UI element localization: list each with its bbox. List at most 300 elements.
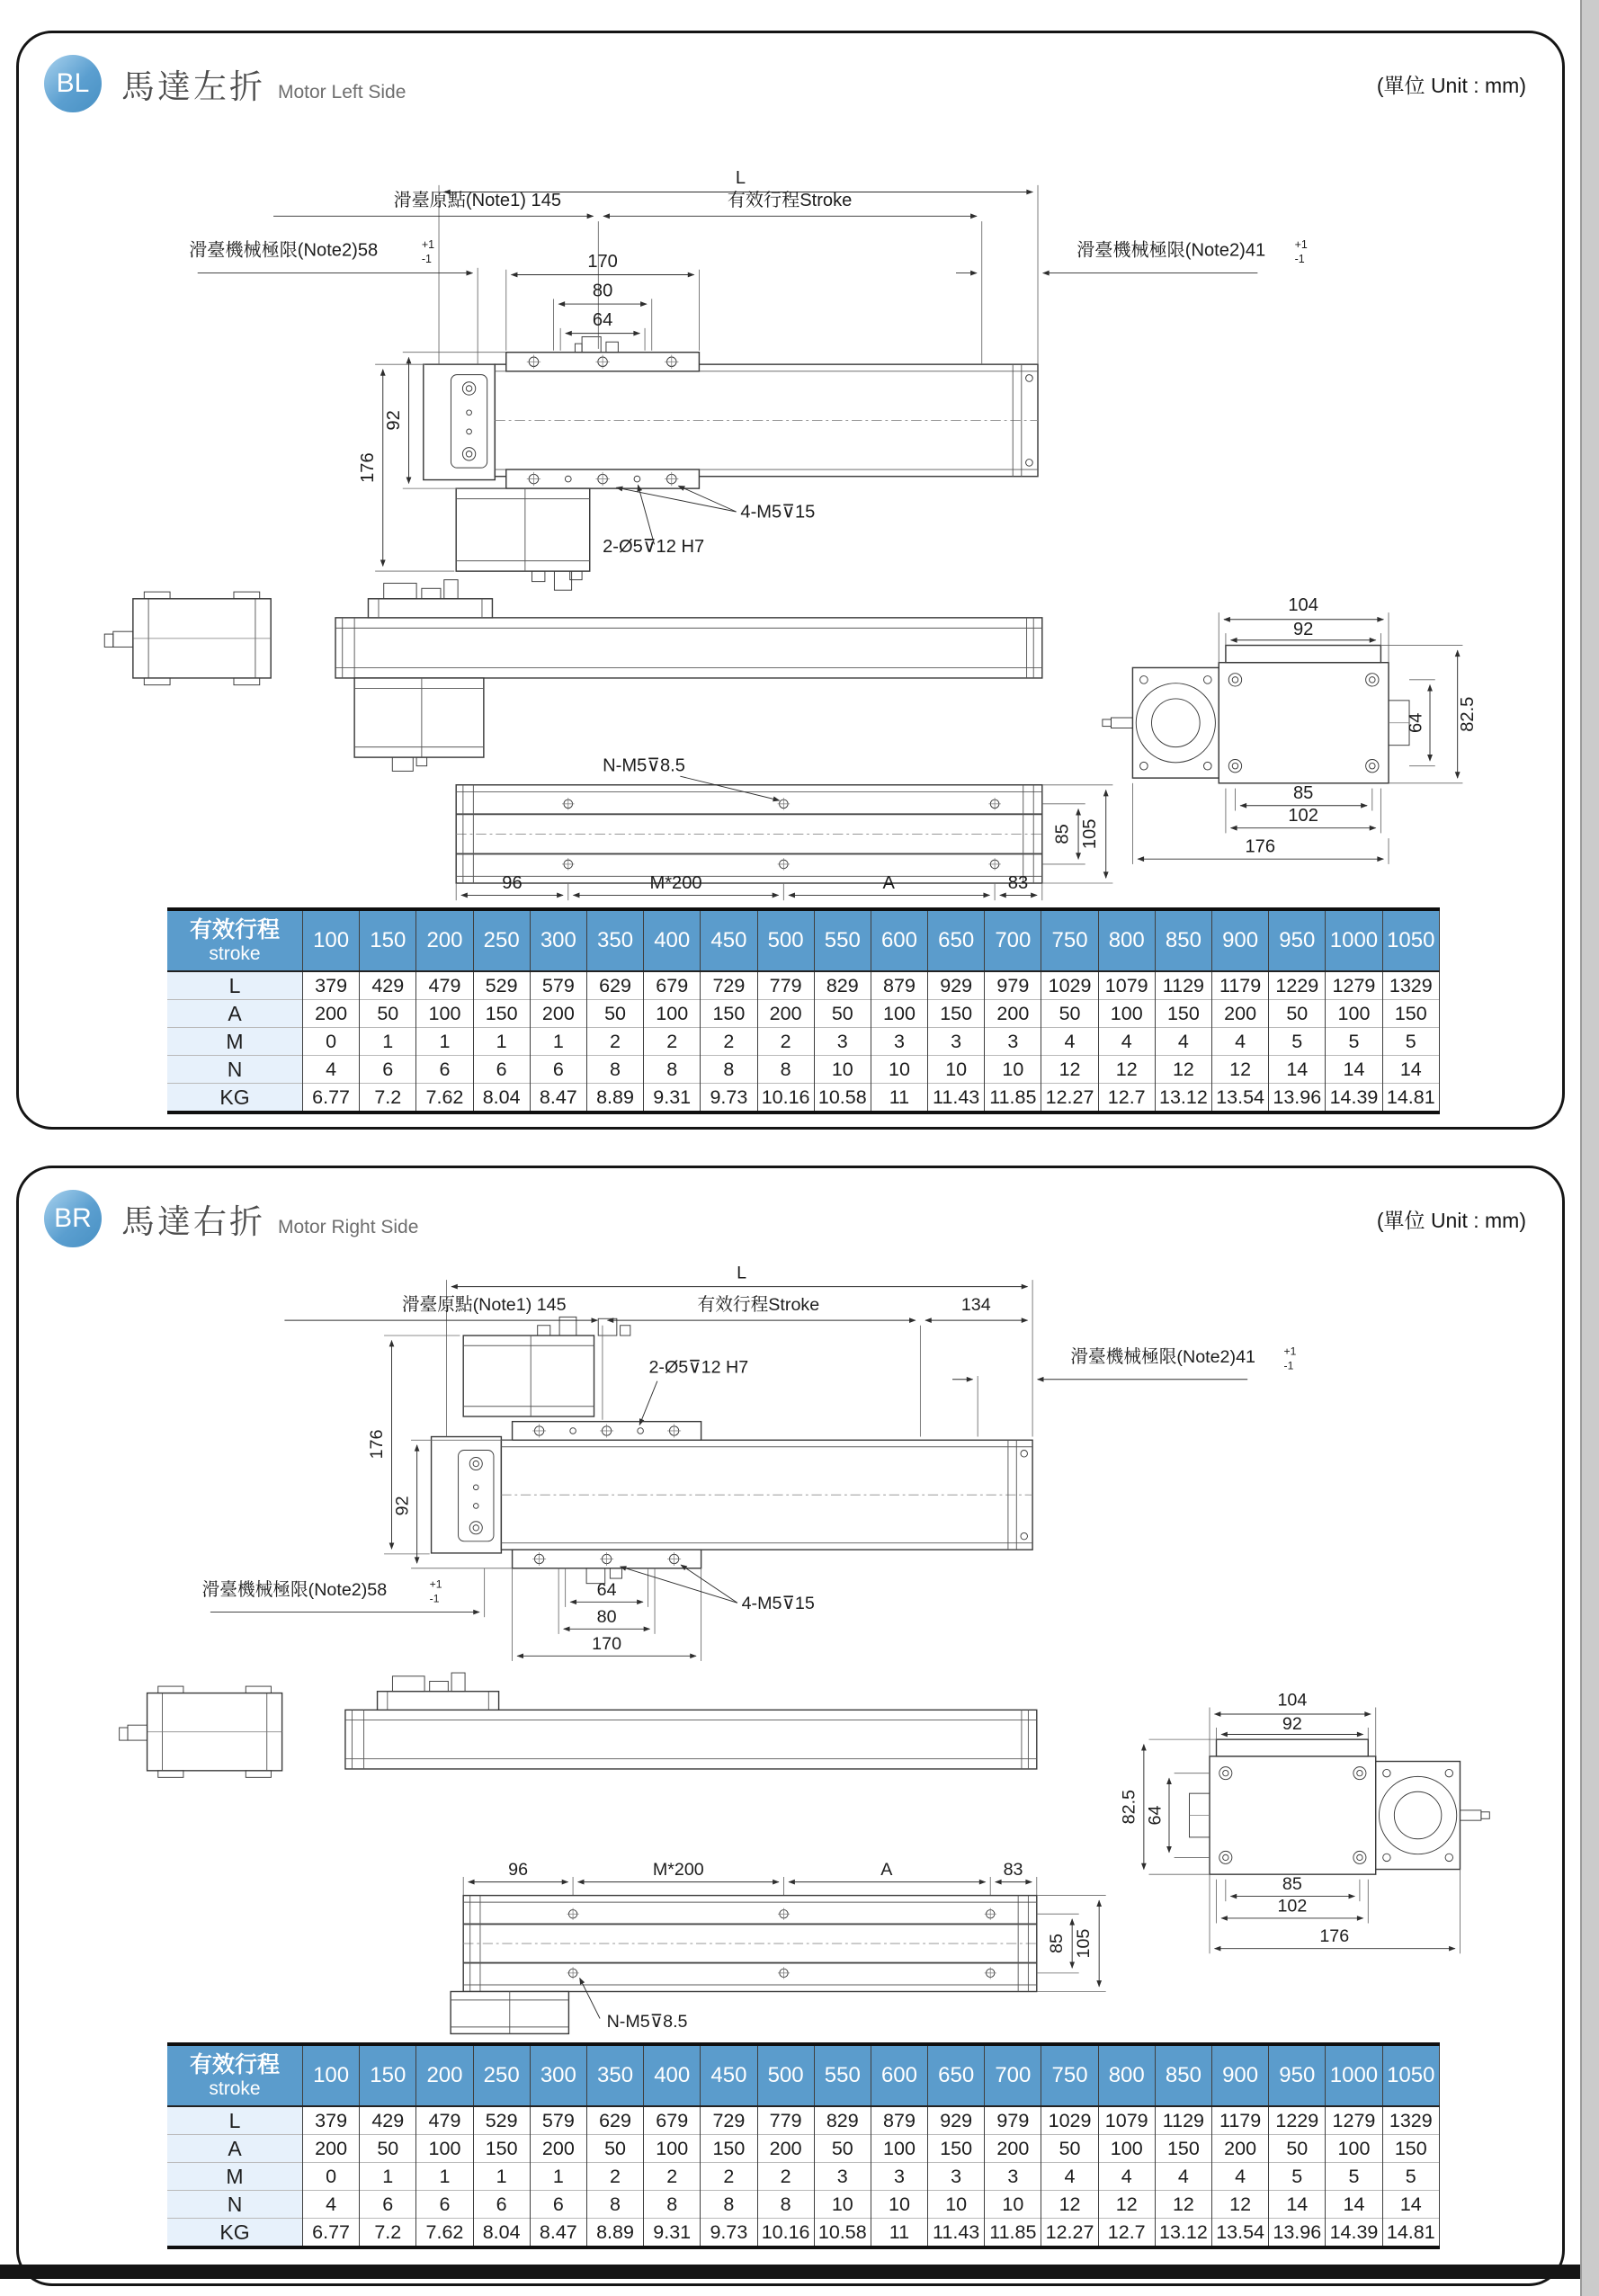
row-label: A xyxy=(167,1000,303,1028)
dim-64: 64 xyxy=(1145,1805,1166,1826)
table-cell: 1279 xyxy=(1326,2106,1382,2135)
table-cell: 0 xyxy=(303,1028,360,1056)
label-limit-58: 滑臺機械極限(Note2)58 xyxy=(201,1579,388,1600)
table-cell: 50 xyxy=(1041,1000,1098,1028)
table-cell: 3 xyxy=(985,1028,1041,1056)
stroke-col-header: 300 xyxy=(530,909,586,971)
table-cell: 1279 xyxy=(1326,971,1382,1000)
callout-4m5: 4-M5⊽15 xyxy=(740,502,816,523)
table-cell: 14 xyxy=(1382,1056,1439,1084)
table-cell: 3 xyxy=(871,2163,927,2191)
bl-side-view xyxy=(104,580,1042,772)
table-cell: 1029 xyxy=(1041,971,1098,1000)
table-cell: 2 xyxy=(701,2163,757,2191)
table-cell: 12 xyxy=(1098,1056,1155,1084)
table-cell: 10.16 xyxy=(757,2219,814,2248)
stroke-col-header: 150 xyxy=(360,2044,416,2106)
table-cell: 5 xyxy=(1382,2163,1439,2191)
table-cell: 1 xyxy=(530,2163,586,2191)
table-header-row xyxy=(167,909,1440,971)
dim-64: 64 xyxy=(596,1579,617,1600)
page-edge-right xyxy=(1580,0,1599,2296)
table-cell: 2 xyxy=(757,2163,814,2191)
table-cell: 479 xyxy=(416,971,473,1000)
table-cell: 12.7 xyxy=(1098,2219,1155,2248)
table-cell: 10 xyxy=(814,1056,871,1084)
dim-82-5: 82.5 xyxy=(1119,1789,1139,1825)
table-cell: 8.89 xyxy=(586,2219,643,2248)
table-row xyxy=(167,2219,1440,2248)
stroke-col-header: 850 xyxy=(1155,2044,1211,2106)
stroke-col-header: 650 xyxy=(928,909,985,971)
dim-85: 85 xyxy=(1292,783,1314,804)
stroke-header-zh: 有效行程 xyxy=(189,2052,280,2077)
table-cell: 929 xyxy=(928,971,985,1000)
badge-bl: BL xyxy=(44,55,102,112)
stroke-col-header: 250 xyxy=(473,2044,530,2106)
table-cell: 12.7 xyxy=(1098,1084,1155,1113)
table-cell: 200 xyxy=(530,2135,586,2163)
table-cell: 4 xyxy=(1041,1028,1098,1056)
table-cell: 5 xyxy=(1326,1028,1382,1056)
dim-83: 83 xyxy=(1007,872,1029,893)
table-cell: 50 xyxy=(586,1000,643,1028)
table-cell: 1179 xyxy=(1212,2106,1269,2135)
table-cell: 100 xyxy=(416,2135,473,2163)
stroke-col-header: 500 xyxy=(757,909,814,971)
table-cell: 4 xyxy=(1098,1028,1155,1056)
table-cell: 929 xyxy=(928,2106,985,2135)
callout-nm5: N-M5⊽8.5 xyxy=(603,755,685,776)
table-cell: 12 xyxy=(1041,1056,1098,1084)
table-cell: 14.81 xyxy=(1382,1084,1439,1113)
table-cell: 50 xyxy=(814,1000,871,1028)
table-cell: 1 xyxy=(473,2163,530,2191)
stroke-col-header: 1000 xyxy=(1326,2044,1382,2106)
stroke-col-header: 400 xyxy=(644,909,701,971)
badge-br: BR xyxy=(44,1190,102,1247)
table-cell: 12 xyxy=(1212,2191,1269,2219)
table-row xyxy=(167,1000,1440,1028)
table-cell: 10 xyxy=(985,1056,1041,1084)
tol-minus: -1 xyxy=(1283,1359,1294,1372)
row-label: M xyxy=(167,1028,303,1056)
dim-104: 104 xyxy=(1277,1690,1308,1711)
table-cell: 4 xyxy=(1041,2163,1098,2191)
table-cell: 2 xyxy=(644,1028,701,1056)
table-cell: 1079 xyxy=(1098,971,1155,1000)
table-cell: 10.58 xyxy=(814,1084,871,1113)
stroke-col-header: 650 xyxy=(928,2044,985,2106)
br-end-view xyxy=(1120,1691,1490,1954)
table-cell: 6 xyxy=(416,2191,473,2219)
table-row xyxy=(167,2191,1440,2219)
table-cell: 8 xyxy=(586,2191,643,2219)
dim-A: A xyxy=(882,872,895,893)
table-cell: 829 xyxy=(814,2106,871,2135)
table-cell: 379 xyxy=(303,971,360,1000)
table-cell: 10 xyxy=(814,2191,871,2219)
stroke-col-header: 950 xyxy=(1269,909,1326,971)
tol-minus: -1 xyxy=(1294,253,1305,266)
table-cell: 11.43 xyxy=(928,2219,985,2248)
table-cell: 4 xyxy=(1212,1028,1269,1056)
table-cell: 6.77 xyxy=(303,2219,360,2248)
table-cell: 13.54 xyxy=(1212,2219,1269,2248)
dim-105: 105 xyxy=(1080,818,1101,850)
label-origin-145: 滑臺原點(Note1) 145 xyxy=(401,1294,567,1315)
table-cell: 11.85 xyxy=(985,1084,1041,1113)
table-cell: 13.12 xyxy=(1155,2219,1211,2248)
table-cell: 10 xyxy=(871,2191,927,2219)
stroke-col-header: 700 xyxy=(985,909,1041,971)
table-cell: 8 xyxy=(644,2191,701,2219)
table-cell: 3 xyxy=(814,2163,871,2191)
dim-92: 92 xyxy=(1282,1713,1302,1734)
dim-92: 92 xyxy=(392,1496,413,1516)
table-cell: 11.85 xyxy=(985,2219,1041,2248)
stroke-col-header: 300 xyxy=(530,2044,586,2106)
table-cell: 50 xyxy=(1269,1000,1326,1028)
table-cell: 150 xyxy=(1155,2135,1211,2163)
table-cell: 12.27 xyxy=(1041,2219,1098,2248)
table-cell: 12 xyxy=(1098,2191,1155,2219)
table-cell: 1079 xyxy=(1098,2106,1155,2135)
stroke-col-header: 900 xyxy=(1212,909,1269,971)
table-cell: 10 xyxy=(928,1056,985,1084)
table-cell: 8 xyxy=(701,1056,757,1084)
table-cell: 7.62 xyxy=(416,2219,473,2248)
table-cell: 1179 xyxy=(1212,971,1269,1000)
label-origin-145: 滑臺原點(Note1) 145 xyxy=(393,190,562,210)
table-cell: 9.31 xyxy=(644,1084,701,1113)
table-cell: 5 xyxy=(1382,1028,1439,1056)
table-row xyxy=(167,1084,1440,1113)
table-cell: 1 xyxy=(416,1028,473,1056)
table-cell: 0 xyxy=(303,2163,360,2191)
stroke-header-cell xyxy=(167,909,303,971)
dim-105: 105 xyxy=(1073,1928,1094,1959)
table-cell: 1329 xyxy=(1382,971,1439,1000)
table-cell: 50 xyxy=(1041,2135,1098,2163)
table-cell: 1229 xyxy=(1269,971,1326,1000)
table-cell: 50 xyxy=(1269,2135,1326,2163)
section-motor-left xyxy=(16,31,1565,1130)
table-cell: 14 xyxy=(1382,2191,1439,2219)
stroke-header-en: stroke xyxy=(209,2078,261,2099)
table-cell: 3 xyxy=(814,1028,871,1056)
table-cell: 779 xyxy=(757,2106,814,2135)
table-cell: 579 xyxy=(530,2106,586,2135)
table-cell: 1 xyxy=(360,1028,416,1056)
stroke-col-header: 400 xyxy=(644,2044,701,2106)
table-cell: 629 xyxy=(586,2106,643,2135)
dim-96: 96 xyxy=(508,1860,529,1881)
table-cell: 200 xyxy=(757,2135,814,2163)
label-limit-58: 滑臺機械極限(Note2)58 xyxy=(189,240,379,261)
callout-nm5: N-M5⊽8.5 xyxy=(606,2011,688,2032)
table-cell: 779 xyxy=(757,971,814,1000)
table-cell: 579 xyxy=(530,971,586,1000)
table-cell: 1329 xyxy=(1382,2106,1439,2135)
table-row xyxy=(167,1028,1440,1056)
table-cell: 3 xyxy=(985,2163,1041,2191)
dim-82-5: 82.5 xyxy=(1457,696,1478,732)
dim-170: 170 xyxy=(592,1633,622,1654)
table-cell: 9.31 xyxy=(644,2219,701,2248)
table-cell: 150 xyxy=(701,1000,757,1028)
dim-85: 85 xyxy=(1282,1874,1302,1895)
table-cell: 10 xyxy=(985,2191,1041,2219)
table-row xyxy=(167,971,1440,1000)
panel-title-en: Motor Left Side xyxy=(278,82,406,103)
callout-2o5: 2-Ø5⊽12 H7 xyxy=(648,1357,749,1378)
bl-bottom-view xyxy=(456,755,1112,900)
stroke-col-header: 1050 xyxy=(1382,909,1439,971)
table-cell: 1 xyxy=(416,2163,473,2191)
stroke-col-header: 350 xyxy=(586,909,643,971)
table-cell: 8 xyxy=(757,2191,814,2219)
panel-title-en: Motor Right Side xyxy=(278,1217,419,1237)
table-cell: 979 xyxy=(985,2106,1041,2135)
stroke-col-header: 850 xyxy=(1155,909,1211,971)
table-cell: 379 xyxy=(303,2106,360,2135)
stroke-col-header: 450 xyxy=(701,909,757,971)
table-cell: 8.47 xyxy=(530,2219,586,2248)
stroke-header-zh: 有效行程 xyxy=(189,917,280,943)
dim-170: 170 xyxy=(587,251,618,272)
table-cell: 1 xyxy=(473,1028,530,1056)
table-cell: 200 xyxy=(985,2135,1041,2163)
tol-minus: -1 xyxy=(429,1592,440,1605)
row-label: L xyxy=(167,2106,303,2135)
table-cell: 479 xyxy=(416,2106,473,2135)
table-cell: 6 xyxy=(360,1056,416,1084)
table-cell: 11 xyxy=(871,1084,927,1113)
table-cell: 2 xyxy=(757,1028,814,1056)
table-cell: 4 xyxy=(1155,2163,1211,2191)
row-label: N xyxy=(167,2191,303,2219)
stroke-col-header: 700 xyxy=(985,2044,1041,2106)
table-cell: 1129 xyxy=(1155,971,1211,1000)
table-cell: 200 xyxy=(985,1000,1041,1028)
tol-plus: +1 xyxy=(421,237,435,251)
page-edge-bottom xyxy=(0,2265,1580,2279)
tol-plus: +1 xyxy=(429,1577,442,1591)
stroke-col-header: 200 xyxy=(416,2044,473,2106)
row-label: M xyxy=(167,2163,303,2191)
table-cell: 12.27 xyxy=(1041,1084,1098,1113)
dim-85: 85 xyxy=(1046,1934,1067,1954)
unit-note: (單位 Unit : mm) xyxy=(1376,1208,1526,1232)
table-cell: 14 xyxy=(1326,2191,1382,2219)
table-cell: 6.77 xyxy=(303,1084,360,1113)
row-label: A xyxy=(167,2135,303,2163)
row-label: KG xyxy=(167,1084,303,1113)
panel-title-bl xyxy=(121,59,406,108)
br-side-view xyxy=(120,1673,1037,1777)
stroke-col-header: 1000 xyxy=(1326,909,1382,971)
dim-85: 85 xyxy=(1052,824,1073,844)
table-cell: 1129 xyxy=(1155,2106,1211,2135)
stroke-col-header: 600 xyxy=(871,2044,927,2106)
dim-64: 64 xyxy=(592,310,613,331)
stroke-table-bl xyxy=(167,907,1440,1114)
table-cell: 14.39 xyxy=(1326,2219,1382,2248)
stroke-col-header: 450 xyxy=(701,2044,757,2106)
stroke-table-br xyxy=(167,2042,1440,2249)
table-cell: 150 xyxy=(701,2135,757,2163)
table-cell: 6 xyxy=(530,1056,586,1084)
stroke-col-header: 800 xyxy=(1098,2044,1155,2106)
label-stroke: 有效行程Stroke xyxy=(697,1294,820,1315)
table-cell: 10.58 xyxy=(814,2219,871,2248)
table-cell: 8.04 xyxy=(473,1084,530,1113)
table-cell: 100 xyxy=(644,1000,701,1028)
tol-plus: +1 xyxy=(1283,1345,1297,1358)
table-cell: 8.89 xyxy=(586,1084,643,1113)
table-cell: 50 xyxy=(360,1000,416,1028)
dim-m200: M*200 xyxy=(649,872,702,893)
dim-80: 80 xyxy=(596,1606,617,1627)
dim-134: 134 xyxy=(960,1294,991,1315)
table-cell: 8.04 xyxy=(473,2219,530,2248)
table-cell: 13.96 xyxy=(1269,1084,1326,1113)
drawing-bl xyxy=(19,120,1562,904)
table-header-row xyxy=(167,2044,1440,2106)
table-cell: 3 xyxy=(928,1028,985,1056)
panel-title-br xyxy=(121,1194,418,1243)
table-cell: 10 xyxy=(871,1056,927,1084)
table-cell: 679 xyxy=(644,971,701,1000)
table-row xyxy=(167,2163,1440,2191)
table-cell: 200 xyxy=(1212,1000,1269,1028)
stroke-col-header: 750 xyxy=(1041,2044,1098,2106)
dim-104: 104 xyxy=(1288,595,1318,616)
table-cell: 150 xyxy=(928,1000,985,1028)
table-cell: 6 xyxy=(360,2191,416,2219)
table-cell: 14 xyxy=(1326,1056,1382,1084)
table-cell: 6 xyxy=(473,1056,530,1084)
stroke-header-cell xyxy=(167,2044,303,2106)
callout-2o5: 2-Ø5⊽12 H7 xyxy=(603,537,705,558)
dim-176: 176 xyxy=(1319,1926,1350,1947)
table-cell: 8 xyxy=(586,1056,643,1084)
panel-title-zh: 馬達左折 xyxy=(121,68,265,105)
table-cell: 4 xyxy=(303,2191,360,2219)
table-cell: 7.62 xyxy=(416,1084,473,1113)
table-cell: 8 xyxy=(644,1056,701,1084)
label-limit-41: 滑臺機械極限(Note2)41 xyxy=(1076,240,1266,261)
table-cell: 6 xyxy=(473,2191,530,2219)
table-cell: 14.81 xyxy=(1382,2219,1439,2248)
row-label: KG xyxy=(167,2219,303,2248)
table-cell: 150 xyxy=(1155,1000,1211,1028)
table-cell: 100 xyxy=(1098,2135,1155,2163)
table-cell: 1 xyxy=(530,1028,586,1056)
table-cell: 200 xyxy=(303,1000,360,1028)
table-cell: 1 xyxy=(360,2163,416,2191)
table-cell: 2 xyxy=(586,1028,643,1056)
table-cell: 5 xyxy=(1269,2163,1326,2191)
callout-4m5: 4-M5⊽15 xyxy=(741,1593,815,1613)
dim-L: L xyxy=(737,1263,747,1283)
table-cell: 679 xyxy=(644,2106,701,2135)
table-cell: 1029 xyxy=(1041,2106,1098,2135)
table-cell: 14 xyxy=(1269,1056,1326,1084)
dim-96: 96 xyxy=(502,872,523,893)
label-stroke: 有效行程Stroke xyxy=(727,190,853,210)
label-limit-41: 滑臺機械極限(Note2)41 xyxy=(1070,1347,1255,1368)
table-cell: 879 xyxy=(871,2106,927,2135)
dim-176: 176 xyxy=(367,1429,388,1460)
table-cell: 100 xyxy=(871,2135,927,2163)
table-cell: 12 xyxy=(1041,2191,1098,2219)
table-cell: 7.2 xyxy=(360,1084,416,1113)
section-motor-right xyxy=(16,1166,1565,2286)
table-cell: 150 xyxy=(473,1000,530,1028)
table-cell: 13.96 xyxy=(1269,2219,1326,2248)
table-cell: 50 xyxy=(586,2135,643,2163)
table-cell: 9.73 xyxy=(701,2219,757,2248)
dim-92: 92 xyxy=(383,410,404,431)
table-cell: 8 xyxy=(701,2191,757,2219)
dim-83: 83 xyxy=(1003,1860,1023,1881)
unit-note: (單位 Unit : mm) xyxy=(1376,73,1526,97)
table-cell: 100 xyxy=(871,1000,927,1028)
stroke-col-header: 250 xyxy=(473,909,530,971)
table-cell: 9.73 xyxy=(701,1084,757,1113)
table-cell: 3 xyxy=(871,1028,927,1056)
table-cell: 150 xyxy=(1382,1000,1439,1028)
table-cell: 4 xyxy=(303,1056,360,1084)
table-cell: 3 xyxy=(928,2163,985,2191)
bl-end-view xyxy=(1103,595,1478,864)
table-cell: 50 xyxy=(360,2135,416,2163)
table-cell: 2 xyxy=(644,2163,701,2191)
dim-92: 92 xyxy=(1292,620,1314,640)
table-cell: 150 xyxy=(473,2135,530,2163)
table-cell: 429 xyxy=(360,2106,416,2135)
table-cell: 8.47 xyxy=(530,1084,586,1113)
table-cell: 7.2 xyxy=(360,2219,416,2248)
table-cell: 50 xyxy=(814,2135,871,2163)
table-cell: 100 xyxy=(1326,2135,1382,2163)
table-cell: 2 xyxy=(586,2163,643,2191)
table-cell: 14 xyxy=(1269,2191,1326,2219)
table-cell: 100 xyxy=(1098,1000,1155,1028)
table-cell: 200 xyxy=(303,2135,360,2163)
table-cell: 2 xyxy=(701,1028,757,1056)
dim-L: L xyxy=(735,167,746,188)
stroke-col-header: 200 xyxy=(416,909,473,971)
dim-176: 176 xyxy=(1245,836,1276,857)
table-cell: 6 xyxy=(416,1056,473,1084)
table-cell: 12 xyxy=(1212,1056,1269,1084)
table-cell: 829 xyxy=(814,971,871,1000)
table-cell: 14.39 xyxy=(1326,1084,1382,1113)
dim-64: 64 xyxy=(1406,712,1426,733)
bl-top-view-body xyxy=(424,336,1038,590)
table-cell: 13.12 xyxy=(1155,1084,1211,1113)
table-cell: 4 xyxy=(1212,2163,1269,2191)
panel-header-br xyxy=(19,1168,1562,1255)
table-cell: 12 xyxy=(1155,1056,1211,1084)
table-cell: 5 xyxy=(1326,2163,1382,2191)
dim-80: 80 xyxy=(592,281,613,301)
table-cell: 529 xyxy=(473,971,530,1000)
stroke-col-header: 1050 xyxy=(1382,2044,1439,2106)
